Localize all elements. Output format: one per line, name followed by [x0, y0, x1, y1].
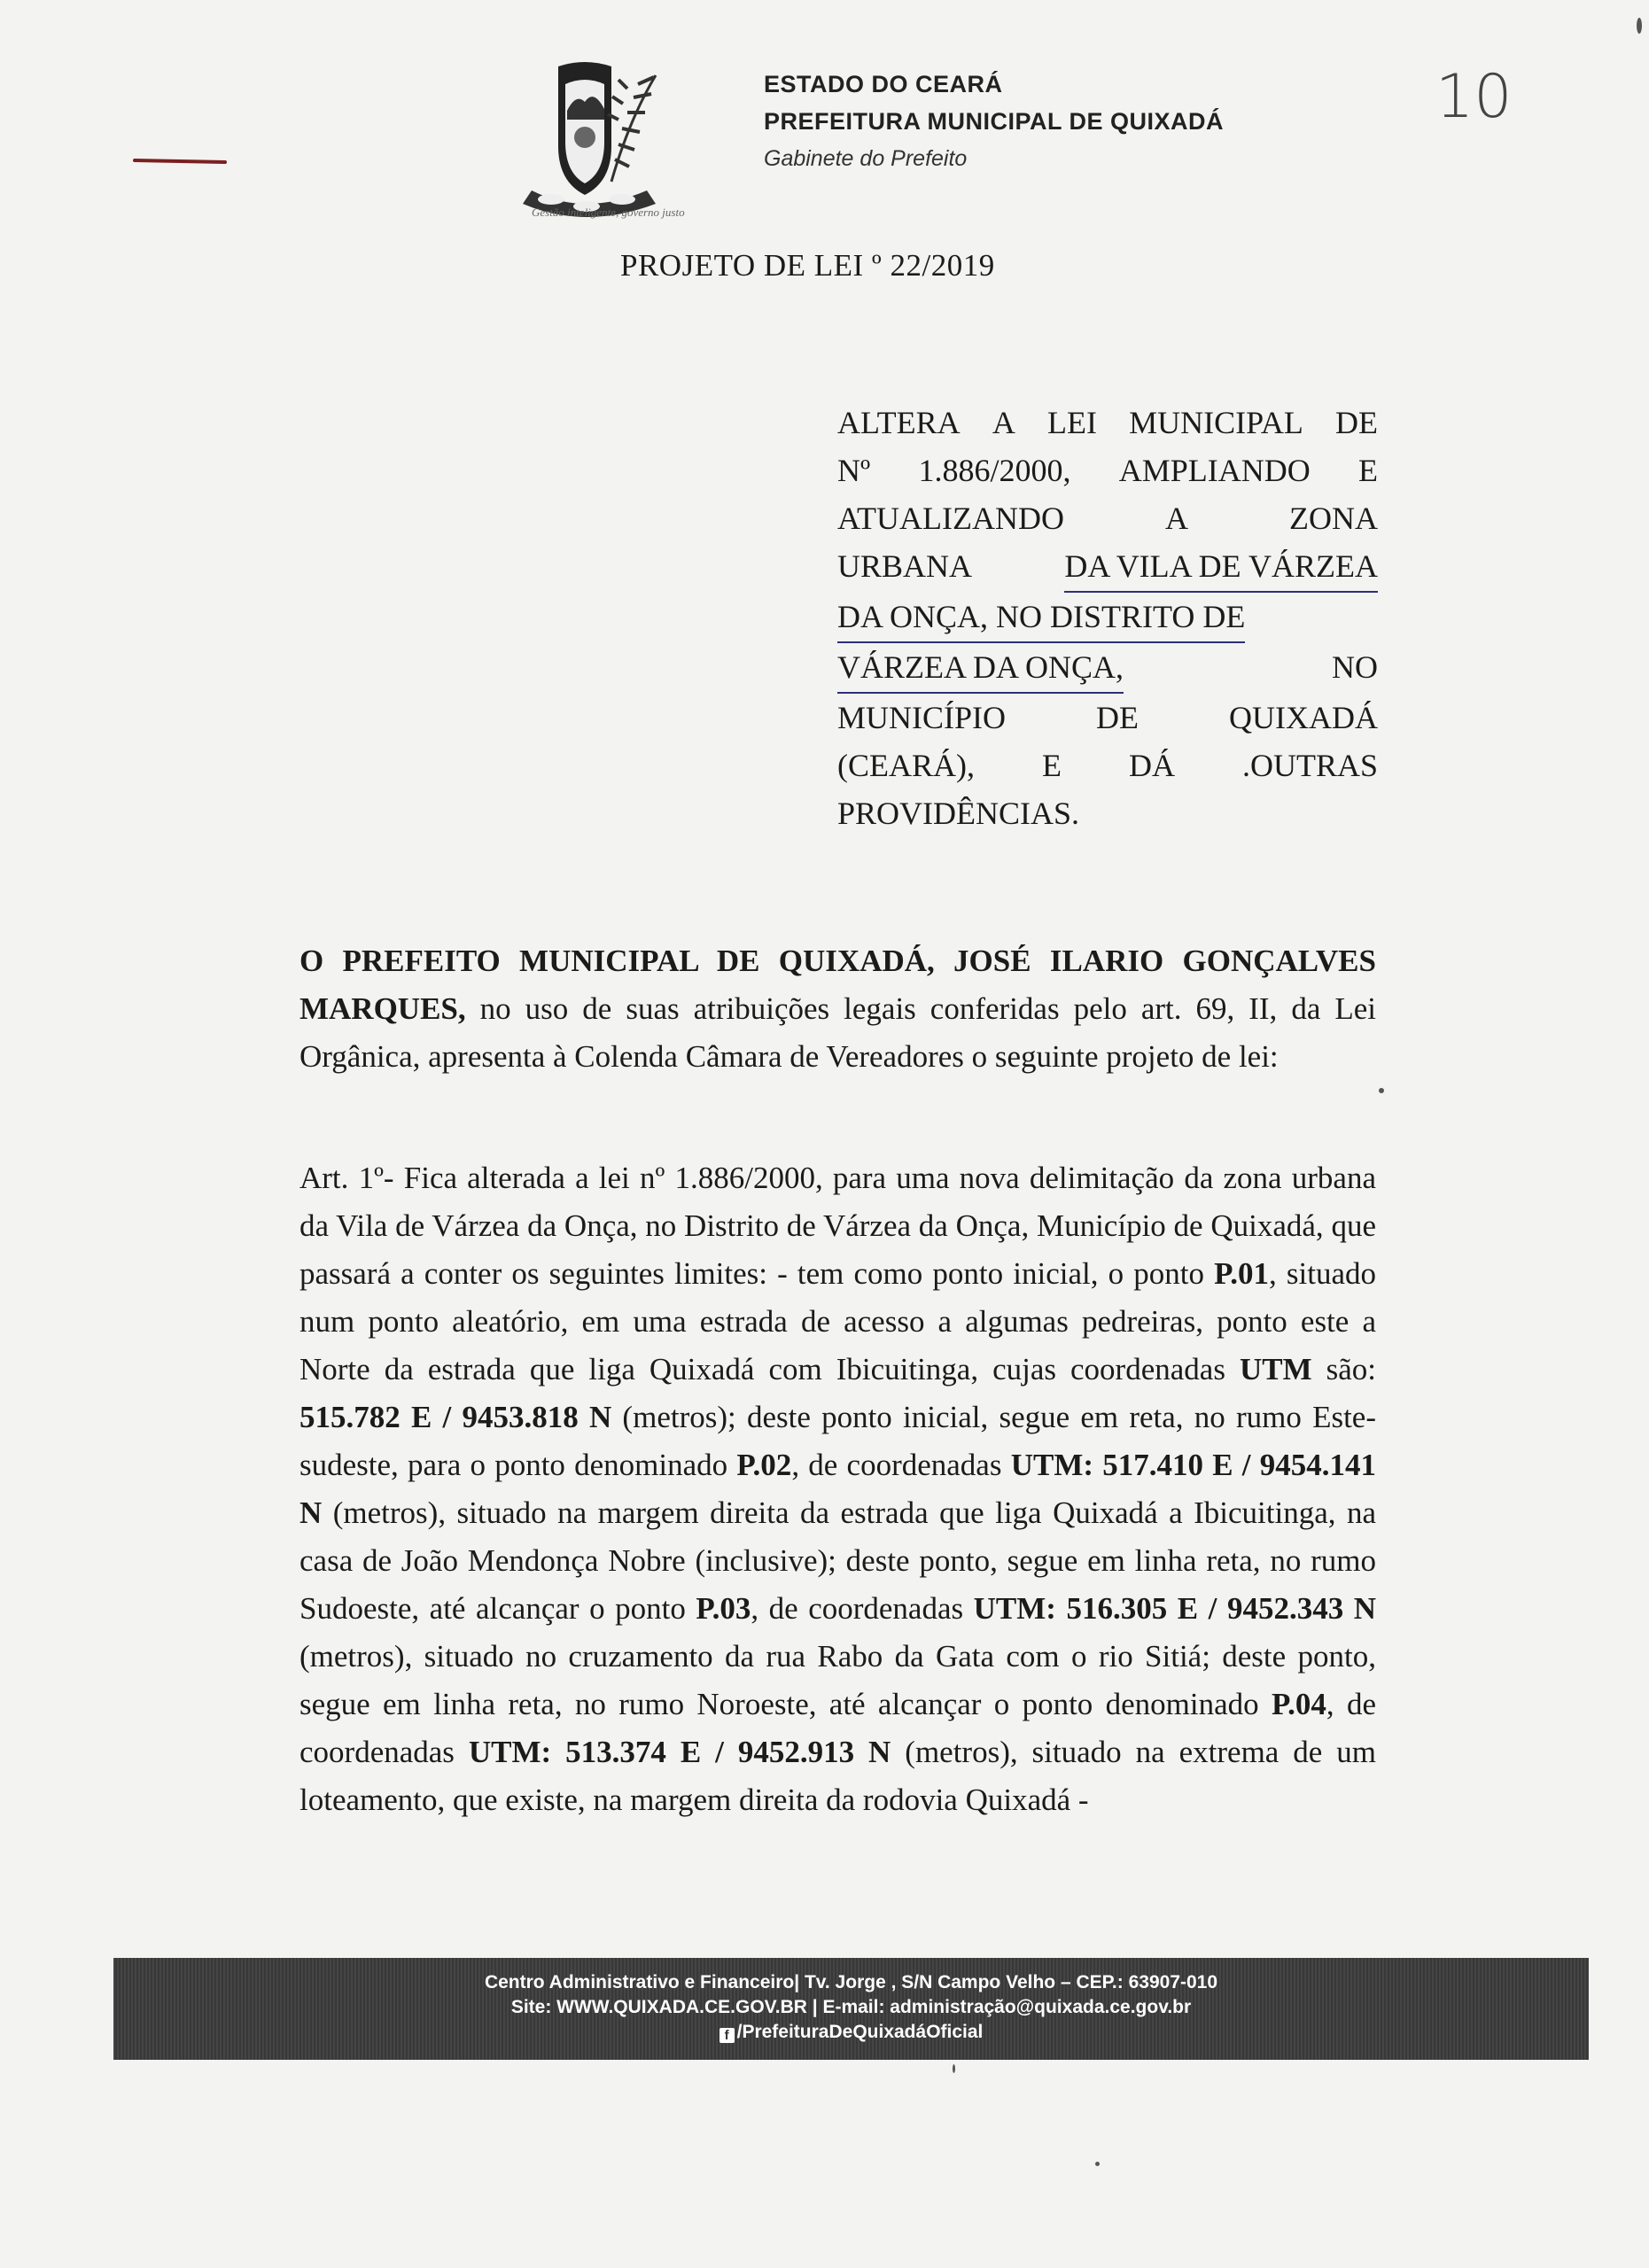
- bill-title: PROJETO DE LEI º 22/2019: [620, 248, 995, 283]
- summary-word: DÁ: [1128, 748, 1175, 783]
- art1-text-segment: , de coordenadas: [751, 1591, 974, 1626]
- summary-word: .OUTRAS: [1241, 748, 1378, 783]
- handwritten-page-number: 10: [1435, 62, 1513, 132]
- footer-banner: [113, 1958, 1589, 2060]
- scan-speck: [1379, 1088, 1384, 1093]
- summary-word: Nº: [837, 453, 871, 488]
- art1-text-segment: (metros), situado na extrema de um loteamento, que existe, na margem direita da rodovia Quixadá -: [299, 1735, 1376, 1817]
- letterhead-municipality: PREFEITURA MUNICIPAL DE QUIXADÁ: [764, 108, 1225, 135]
- summary-word: ALTERA: [837, 405, 961, 440]
- letterhead-motto: Gestão inteligente, governo justo: [532, 206, 685, 219]
- facebook-icon: f: [719, 2028, 735, 2043]
- summary-line: [837, 447, 1378, 494]
- summary-word: QUIXADÁ: [1229, 700, 1378, 735]
- summary-word: LEI: [1047, 405, 1097, 440]
- pen-mark-decoration: [133, 156, 230, 165]
- summary-word: DA ONÇA, NO DISTRITO DE: [837, 593, 1245, 643]
- art1-text-segment: são:: [1311, 1352, 1376, 1386]
- intro-bold: O PREFEITO MUNICIPAL DE QUIXADÁ, JOSÉ ILARIO GONÇALVES MARQUES,: [299, 944, 1376, 1026]
- scan-speck: [1637, 18, 1642, 34]
- summary-word: ZONA: [1289, 501, 1378, 536]
- bill-summary: [837, 399, 1378, 837]
- footer-facebook: f /PrefeituraDeQuixadáOficial: [113, 2020, 1589, 2045]
- summary-word: URBANA: [837, 548, 973, 584]
- art1-text-segment: Art. 1º- Fica alterada a lei nº 1.886/2000, para uma nova delimitação da zona urbana da Vila de Várzea da Onça, no Distrito de Várzea da Onça, Município de Quixadá, que passará a conter os seguintes limites: - tem como ponto inicial, o ponto: [299, 1161, 1376, 1291]
- art1-text-segment: , de coordenadas: [299, 1687, 1376, 1769]
- footer-address: Centro Administrativo e Financeiro| Tv. Jorge , S/N Campo Velho – CEP.: 63907-010: [484, 1972, 1218, 1992]
- summary-line: [837, 742, 1378, 789]
- scan-speck: [1095, 2162, 1100, 2166]
- summary-word: NO: [1332, 649, 1378, 685]
- art1-text-segment: , situado num ponto aleatório, em uma estrada de acesso a algumas pedreiras, ponto este a Norte da estrada que liga Quixadá com Ibicuitinga, cujas coordenadas: [299, 1256, 1376, 1386]
- art1-text-segment: , de coordenadas: [791, 1448, 1011, 1482]
- summary-word: E: [1041, 748, 1062, 783]
- art1-bold-segment: 515.782 E / 9453.818 N: [299, 1400, 612, 1434]
- art1-bold-segment: P.01: [1214, 1256, 1270, 1291]
- summary-line: [837, 494, 1378, 542]
- art1-text-segment: (metros), situado no cruzamento da rua Rabo da Gata com o rio Sitiá; deste ponto, segue em linha reta, no rumo Noroeste, até alcançar o ponto denominado: [299, 1639, 1376, 1721]
- art1-bold-segment: UTM: 513.374 E / 9452.913 N: [468, 1735, 891, 1769]
- intro-rest: no uso de suas atribuições legais conferidas pelo art. 69, II, da Lei Orgânica, apresenta à Colenda Câmara de Vereadores o seguinte projeto de lei:: [299, 991, 1376, 1074]
- summary-line: [837, 542, 1378, 593]
- summary-word: A: [1164, 501, 1188, 536]
- letterhead-state: ESTADO DO CEARÁ: [764, 71, 1003, 97]
- summary-line: [837, 694, 1378, 742]
- summary-word: (CEARÁ),: [837, 748, 975, 783]
- art1-text-segment: (metros), situado na margem direita da estrada que liga Quixadá a Ibicuitinga, na casa de João Mendonça Nobre (inclusive); deste ponto, segue em linha reta, no rumo Sudoeste, até alcançar o ponto: [299, 1495, 1376, 1626]
- summary-word: MUNICIPAL: [1129, 405, 1303, 440]
- summary-word: E: [1357, 453, 1378, 488]
- body-intro-paragraph: [299, 937, 1376, 1081]
- art1-bold-segment: UTM: 517.410 E / 9454.141 N: [299, 1448, 1376, 1530]
- summary-line: [837, 399, 1378, 447]
- summary-line: [837, 789, 1378, 837]
- art1-bold-segment: P.03: [696, 1591, 751, 1626]
- summary-word: VÁRZEA DA ONÇA,: [837, 643, 1124, 694]
- art1-text-segment: (metros); deste ponto inicial, segue em reta, no rumo Este-sudeste, para o ponto denominado: [299, 1400, 1376, 1482]
- footer-site: Site: WWW.QUIXADA.CE.GOV.BR | E-mail: administração@quixada.ce.gov.br: [510, 1997, 1192, 2017]
- art1-bold-segment: P.04: [1271, 1687, 1326, 1721]
- art1-bold-segment: UTM: [1239, 1352, 1312, 1386]
- art1-bold-segment: P.02: [736, 1448, 792, 1482]
- summary-word: DE: [1334, 405, 1378, 440]
- summary-word: A: [992, 405, 1015, 440]
- summary-word: DA VILA DE VÁRZEA: [1064, 542, 1378, 593]
- summary-word: ATUALIZANDO: [837, 501, 1064, 536]
- summary-line: [837, 593, 1378, 643]
- summary-word: 1.886/2000,: [918, 453, 1071, 488]
- scan-speck: [953, 2064, 955, 2073]
- summary-word: DE: [1096, 700, 1140, 735]
- article-1-paragraph: [299, 1154, 1376, 1824]
- letterhead-office: Gabinete do Prefeito: [764, 146, 968, 171]
- summary-word: AMPLIANDO: [1118, 453, 1311, 488]
- summary-word: PROVIDÊNCIAS.: [837, 796, 1080, 831]
- art1-bold-segment: UTM: 516.305 E / 9452.343 N: [973, 1591, 1377, 1626]
- summary-line: [837, 643, 1378, 694]
- summary-word: MUNICÍPIO: [837, 700, 1007, 735]
